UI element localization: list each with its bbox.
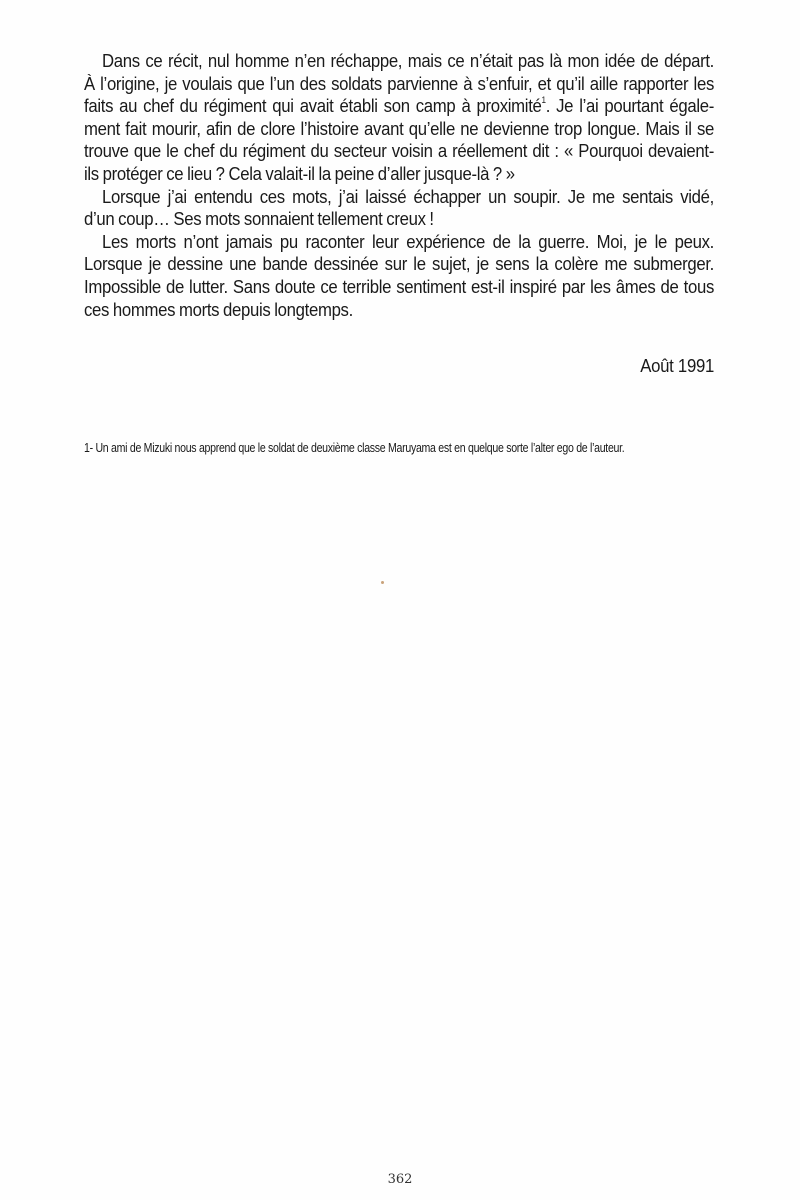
text-line: ces hommes morts depuis longtemps. [84,298,353,320]
text-line: Lorsque j’ai entendu ces mots, j’ai laissé échapper un soupir. Je me sentais vidé, [102,185,714,207]
text-line: trouve que le chef du régiment du secteur voisin a réellement dit : « Pourquoi devaient- [84,140,714,162]
text-line: d’un coup… Ses mots sonnaient tellement creux ! [84,208,434,230]
text-line [84,95,714,118]
body-text [84,50,714,321]
text-line: Impossible de lutter. Sans doute ce terrible sentiment est-il inspiré par les âmes de tous [84,275,714,297]
text-line-segment: . Je l’ai pourtant égale- [545,95,714,117]
footnote: 1- Un ami de Mizuki nous apprend que le soldat de deuxième classe Maruyama est en quelque sorte l’alter ego de l’auteur. [84,441,625,455]
date-signature: Août 1991 [640,355,714,376]
page-number: 362 [387,1172,413,1187]
paragraph-2 [84,186,714,231]
text-line: Lorsque je dessine une bande dessinée sur le sujet, je sens la colère me submerger. [84,253,714,275]
paragraph-1 [84,50,714,186]
footnote-reference: 1 [541,95,546,105]
text-line: ils protéger ce lieu ? Cela valait-il la peine d’aller jusque-là ? » [84,162,515,184]
text-line-segment: faits au chef du régiment qui avait établi son camp à proximité [84,95,542,117]
paper-speck [381,581,384,584]
paragraph-3 [84,231,714,321]
text-line: Les morts n’ont jamais pu raconter leur expérience de la guerre. Moi, je le peux. [102,230,714,252]
text-line: ment fait mourir, afin de clore l’histoire avant qu’elle ne devienne trop longue. Mais il se [84,117,714,139]
text-line: À l’origine, je voulais que l’un des soldats parvienne à s’enfuir, et qu’il aille rapporter les [84,72,714,94]
text-line: Dans ce récit, nul homme n’en réchappe, mais ce n’était pas là mon idée de départ. [102,50,714,71]
